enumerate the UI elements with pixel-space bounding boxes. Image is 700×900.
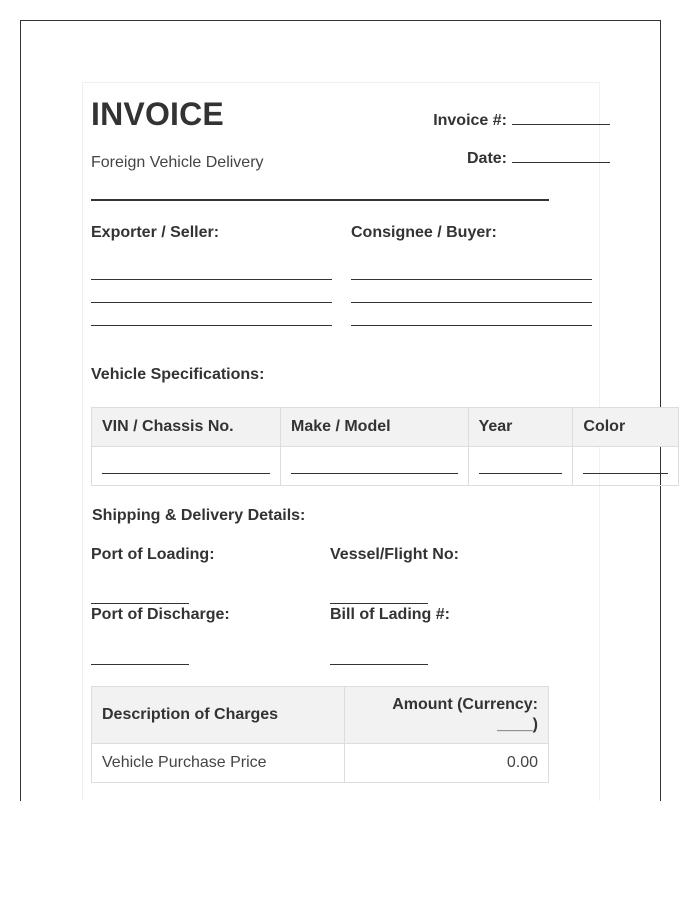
vehicle-col-vin: VIN / Chassis No.: [92, 408, 281, 447]
vehicle-col-year: Year: [468, 408, 573, 447]
vehicle-col-color: Color: [573, 408, 679, 447]
charges-col-amount: [345, 687, 549, 744]
charge-amount: 0.00: [345, 744, 549, 783]
invoice-subtitle: Foreign Vehicle Delivery: [91, 154, 264, 171]
charges-table-header: [92, 687, 549, 744]
amount-header-line1: Amount (Currency:: [392, 696, 538, 713]
bill-of-lading-label: Bill of Lading #:: [330, 606, 450, 623]
consignee-label: Consignee / Buyer:: [351, 224, 497, 241]
charges-col-description: Description of Charges: [92, 687, 345, 744]
port-of-loading-label: Port of Loading:: [91, 546, 215, 563]
shipping-section-label: Shipping & Delivery Details:: [92, 507, 306, 524]
vehicle-section-label: Vehicle Specifications:: [91, 366, 265, 383]
charge-description: Vehicle Purchase Price: [92, 744, 345, 783]
date-label: Date:: [466, 150, 507, 167]
vessel-label: Vessel/Flight No:: [330, 546, 459, 563]
charges-table: [91, 686, 549, 783]
vehicle-col-make: Make / Model: [280, 408, 468, 447]
table-row: [92, 744, 549, 783]
exporter-label: Exporter / Seller:: [91, 224, 220, 241]
port-of-discharge-label: Port of Discharge:: [91, 606, 230, 623]
amount-header-line2: ____): [497, 716, 538, 733]
invoice-title: INVOICE: [91, 96, 224, 132]
invoice-number-label: Invoice #:: [433, 112, 507, 129]
